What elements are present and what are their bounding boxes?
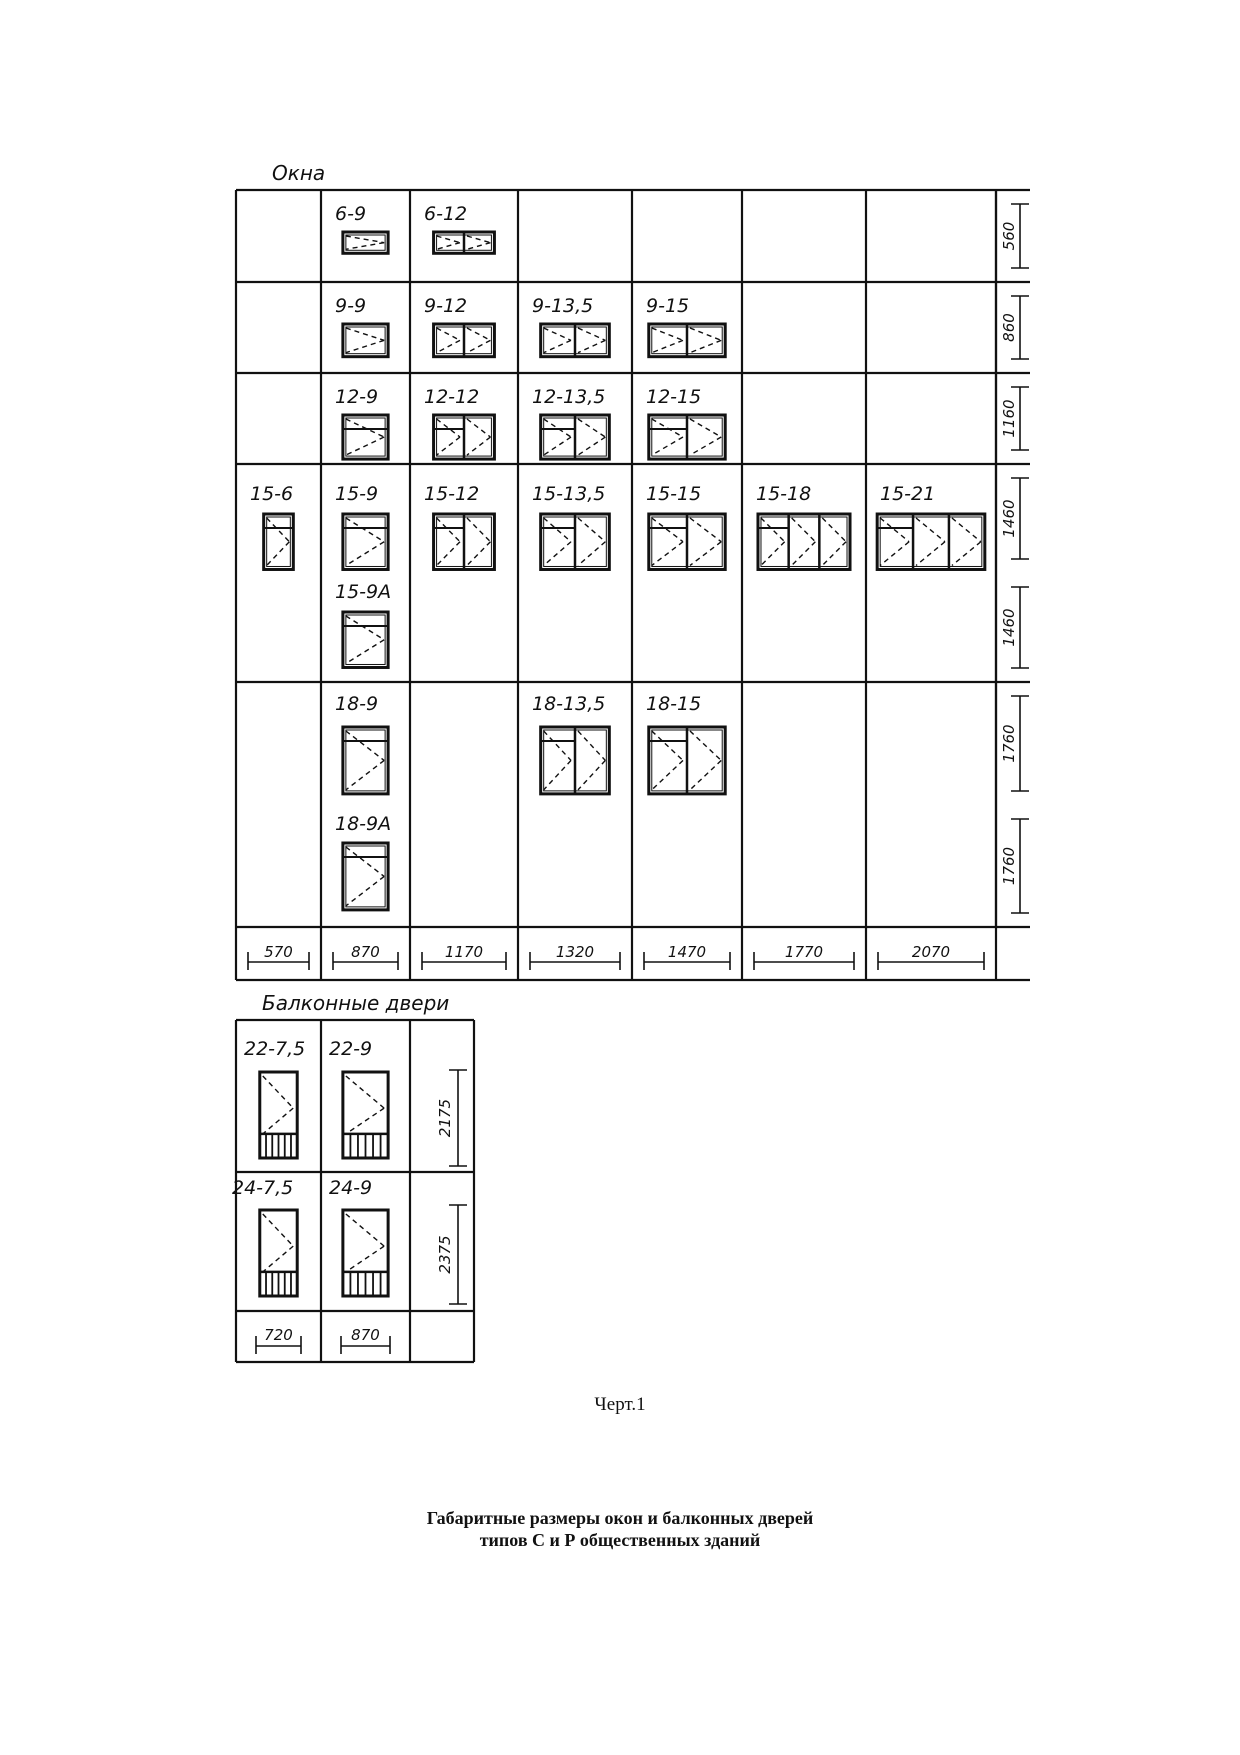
window-opening-line [690,437,721,455]
window-18-15 [649,727,725,794]
window-opening-line [822,542,846,566]
window-opening-line [578,437,605,455]
window-opening-line [437,542,460,566]
window-opening-line [690,542,721,566]
window-opening-line [437,328,460,340]
window-6-12 [434,232,495,253]
window-frame [877,514,985,569]
windows-header: Окна [272,161,326,185]
window-opening-line [346,640,384,664]
window-frame [343,843,388,910]
window-opening-line [544,542,571,566]
window-opening-line [346,847,384,876]
window-9-9 [343,324,388,357]
window-opening-line [578,518,605,542]
height-dimension-value: 860 [1000,313,1018,342]
window-opening-line [652,731,683,760]
window-label: 12-15 [646,386,702,408]
height-dimension-value: 560 [1000,221,1018,251]
window-opening-line [346,542,384,566]
window-18-13,5 [541,727,610,794]
window-opening-line [437,243,460,250]
window-opening-line [346,760,384,789]
window-opening-line [467,243,490,250]
window-opening-line [467,419,490,437]
window-label: 15-21 [880,483,936,505]
window-opening-line [578,542,605,566]
window-label: 15-9А [335,581,392,603]
window-inner-frame [346,730,385,791]
window-opening-line [346,616,384,640]
window-inner-frame [346,418,385,456]
window-label: 18-9А [335,813,392,835]
window-15-9А [343,612,388,667]
window-15-18 [758,514,850,569]
window-label: 15-13,5 [532,483,606,505]
window-label: 15-6 [250,483,294,505]
window-label: 9-12 [424,295,468,317]
window-6-9 [343,232,388,253]
window-opening-line [690,731,721,760]
window-opening-line [267,542,290,566]
window-opening-line [652,437,683,455]
window-12-9 [343,415,388,459]
figure-caption: Черт.1 [594,1394,646,1415]
window-opening-line [880,542,909,566]
window-opening-line [916,542,945,566]
window-opening-line [544,760,571,789]
window-inner-frame [761,517,847,566]
window-12-15 [649,415,725,459]
door-opening-line [346,1108,384,1134]
width-dimension-value: 570 [264,943,293,961]
window-opening-line [761,518,785,542]
window-label: 18-9 [335,693,379,715]
window-label: 9-9 [335,295,367,317]
window-opening-line [952,518,981,542]
window-inner-frame [346,517,385,566]
door-height-dimension-value: 2175 [436,1098,454,1138]
width-dimension-value: 1320 [555,943,595,961]
window-9-15 [649,324,725,357]
figure-title-line2: типов С и Р общественных зданий [479,1530,761,1550]
window-18-9 [343,727,388,794]
window-opening-line [652,340,683,352]
window-18-9А [343,843,388,910]
door-opening-line [263,1108,293,1134]
window-15-9 [343,514,388,569]
window-opening-line [437,340,460,352]
window-15-15 [649,514,725,569]
door-22-7,5 [260,1072,297,1158]
door-opening-line [263,1214,293,1246]
window-opening-line [578,419,605,437]
window-opening-line [952,542,981,566]
window-label: 15-12 [424,483,480,505]
window-opening-line [652,760,683,789]
height-dimension-value: 1460 [1000,499,1018,538]
door-label: 24-9 [329,1177,373,1199]
window-12-12 [434,415,495,459]
window-opening-line [761,542,785,566]
window-opening-line [467,542,490,566]
window-opening-line [544,340,571,352]
balcony-doors-table [232,1020,474,1362]
door-label: 22-7,5 [244,1038,306,1060]
window-opening-line [346,518,384,542]
windows-table [236,190,1030,980]
window-15-21 [877,514,985,569]
window-frame [343,514,388,569]
figure-title-line1: Габаритные размеры окон и балконных дверей [426,1508,814,1528]
window-opening-line [467,340,490,352]
width-dimension-value: 2070 [911,943,951,961]
window-opening-line [467,236,490,243]
window-9-12 [434,324,495,357]
window-opening-line [437,236,460,243]
door-label: 22-9 [329,1038,373,1060]
height-dimension-value: 1760 [1000,724,1018,763]
window-opening-line [346,340,384,352]
height-dimension-value: 1160 [1000,399,1018,438]
height-dimension-value: 1760 [1000,846,1018,886]
window-inner-frame [346,235,385,250]
window-12-13,5 [541,415,610,459]
window-label: 9-13,5 [532,295,594,317]
window-frame [758,514,850,569]
window-inner-frame [346,846,385,907]
window-opening-line [690,760,721,789]
window-opening-line [916,518,945,542]
window-opening-line [544,518,571,542]
window-opening-line [437,437,460,455]
window-label: 6-9 [335,203,367,225]
window-opening-line [880,518,909,542]
window-opening-line [346,236,384,243]
door-24-7,5 [260,1210,297,1296]
door-22-9 [343,1072,388,1158]
window-inner-frame [346,327,385,354]
window-label: 18-15 [646,693,702,715]
door-opening-line [346,1076,384,1108]
window-opening-line [652,328,683,340]
width-dimension-value: 1470 [667,943,707,961]
window-inner-frame [346,615,385,664]
window-opening-line [467,437,490,455]
window-frame [343,415,388,459]
window-label: 6-12 [424,203,468,225]
window-opening-line [467,518,490,542]
window-opening-line [346,243,384,250]
window-opening-line [690,340,721,352]
window-15-13,5 [541,514,610,569]
window-label: 12-9 [335,386,379,408]
door-height-dimension-value: 2375 [436,1235,454,1274]
window-opening-line [346,731,384,760]
window-label: 9-15 [646,295,690,317]
window-opening-line [346,328,384,340]
door-opening-line [263,1076,293,1108]
window-opening-line [822,518,846,542]
window-opening-line [346,437,384,455]
door-width-dimension-value: 720 [264,1326,293,1344]
door-24-9 [343,1210,388,1296]
window-opening-line [578,340,605,352]
window-opening-line [690,518,721,542]
window-opening-line [578,760,605,789]
window-inner-frame [267,517,291,566]
window-label: 15-18 [756,483,812,505]
window-label: 15-9 [335,483,379,505]
window-opening-line [544,328,571,340]
window-frame [343,727,388,794]
window-frame [343,612,388,667]
door-width-dimension-value: 870 [351,1326,380,1344]
window-opening-line [544,437,571,455]
window-label: 12-12 [424,386,480,408]
window-label: 12-13,5 [532,386,606,408]
window-opening-line [267,518,290,542]
window-15-6 [264,514,294,569]
window-opening-line [578,328,605,340]
window-opening-line [467,328,490,340]
door-opening-line [346,1246,384,1272]
window-opening-line [652,518,683,542]
width-dimension-value: 1770 [784,943,824,961]
window-opening-line [792,542,816,566]
window-opening-line [652,542,683,566]
door-label: 24-7,5 [232,1177,294,1199]
window-opening-line [544,731,571,760]
window-opening-line [690,328,721,340]
window-opening-line [437,518,460,542]
window-inner-frame [880,517,982,566]
window-label: 15-15 [646,483,702,505]
window-opening-line [578,731,605,760]
door-opening-line [263,1246,293,1272]
window-opening-line [690,419,721,437]
width-dimension-value: 870 [351,943,380,961]
window-opening-line [792,518,816,542]
window-15-12 [434,514,495,569]
door-opening-line [346,1214,384,1246]
window-9-13,5 [541,324,610,357]
window-opening-line [346,876,384,905]
balcony-doors-header: Балконные двери [262,991,450,1015]
height-dimension-value: 1460 [1000,608,1018,647]
width-dimension-value: 1170 [444,943,484,961]
window-label: 18-13,5 [532,693,606,715]
